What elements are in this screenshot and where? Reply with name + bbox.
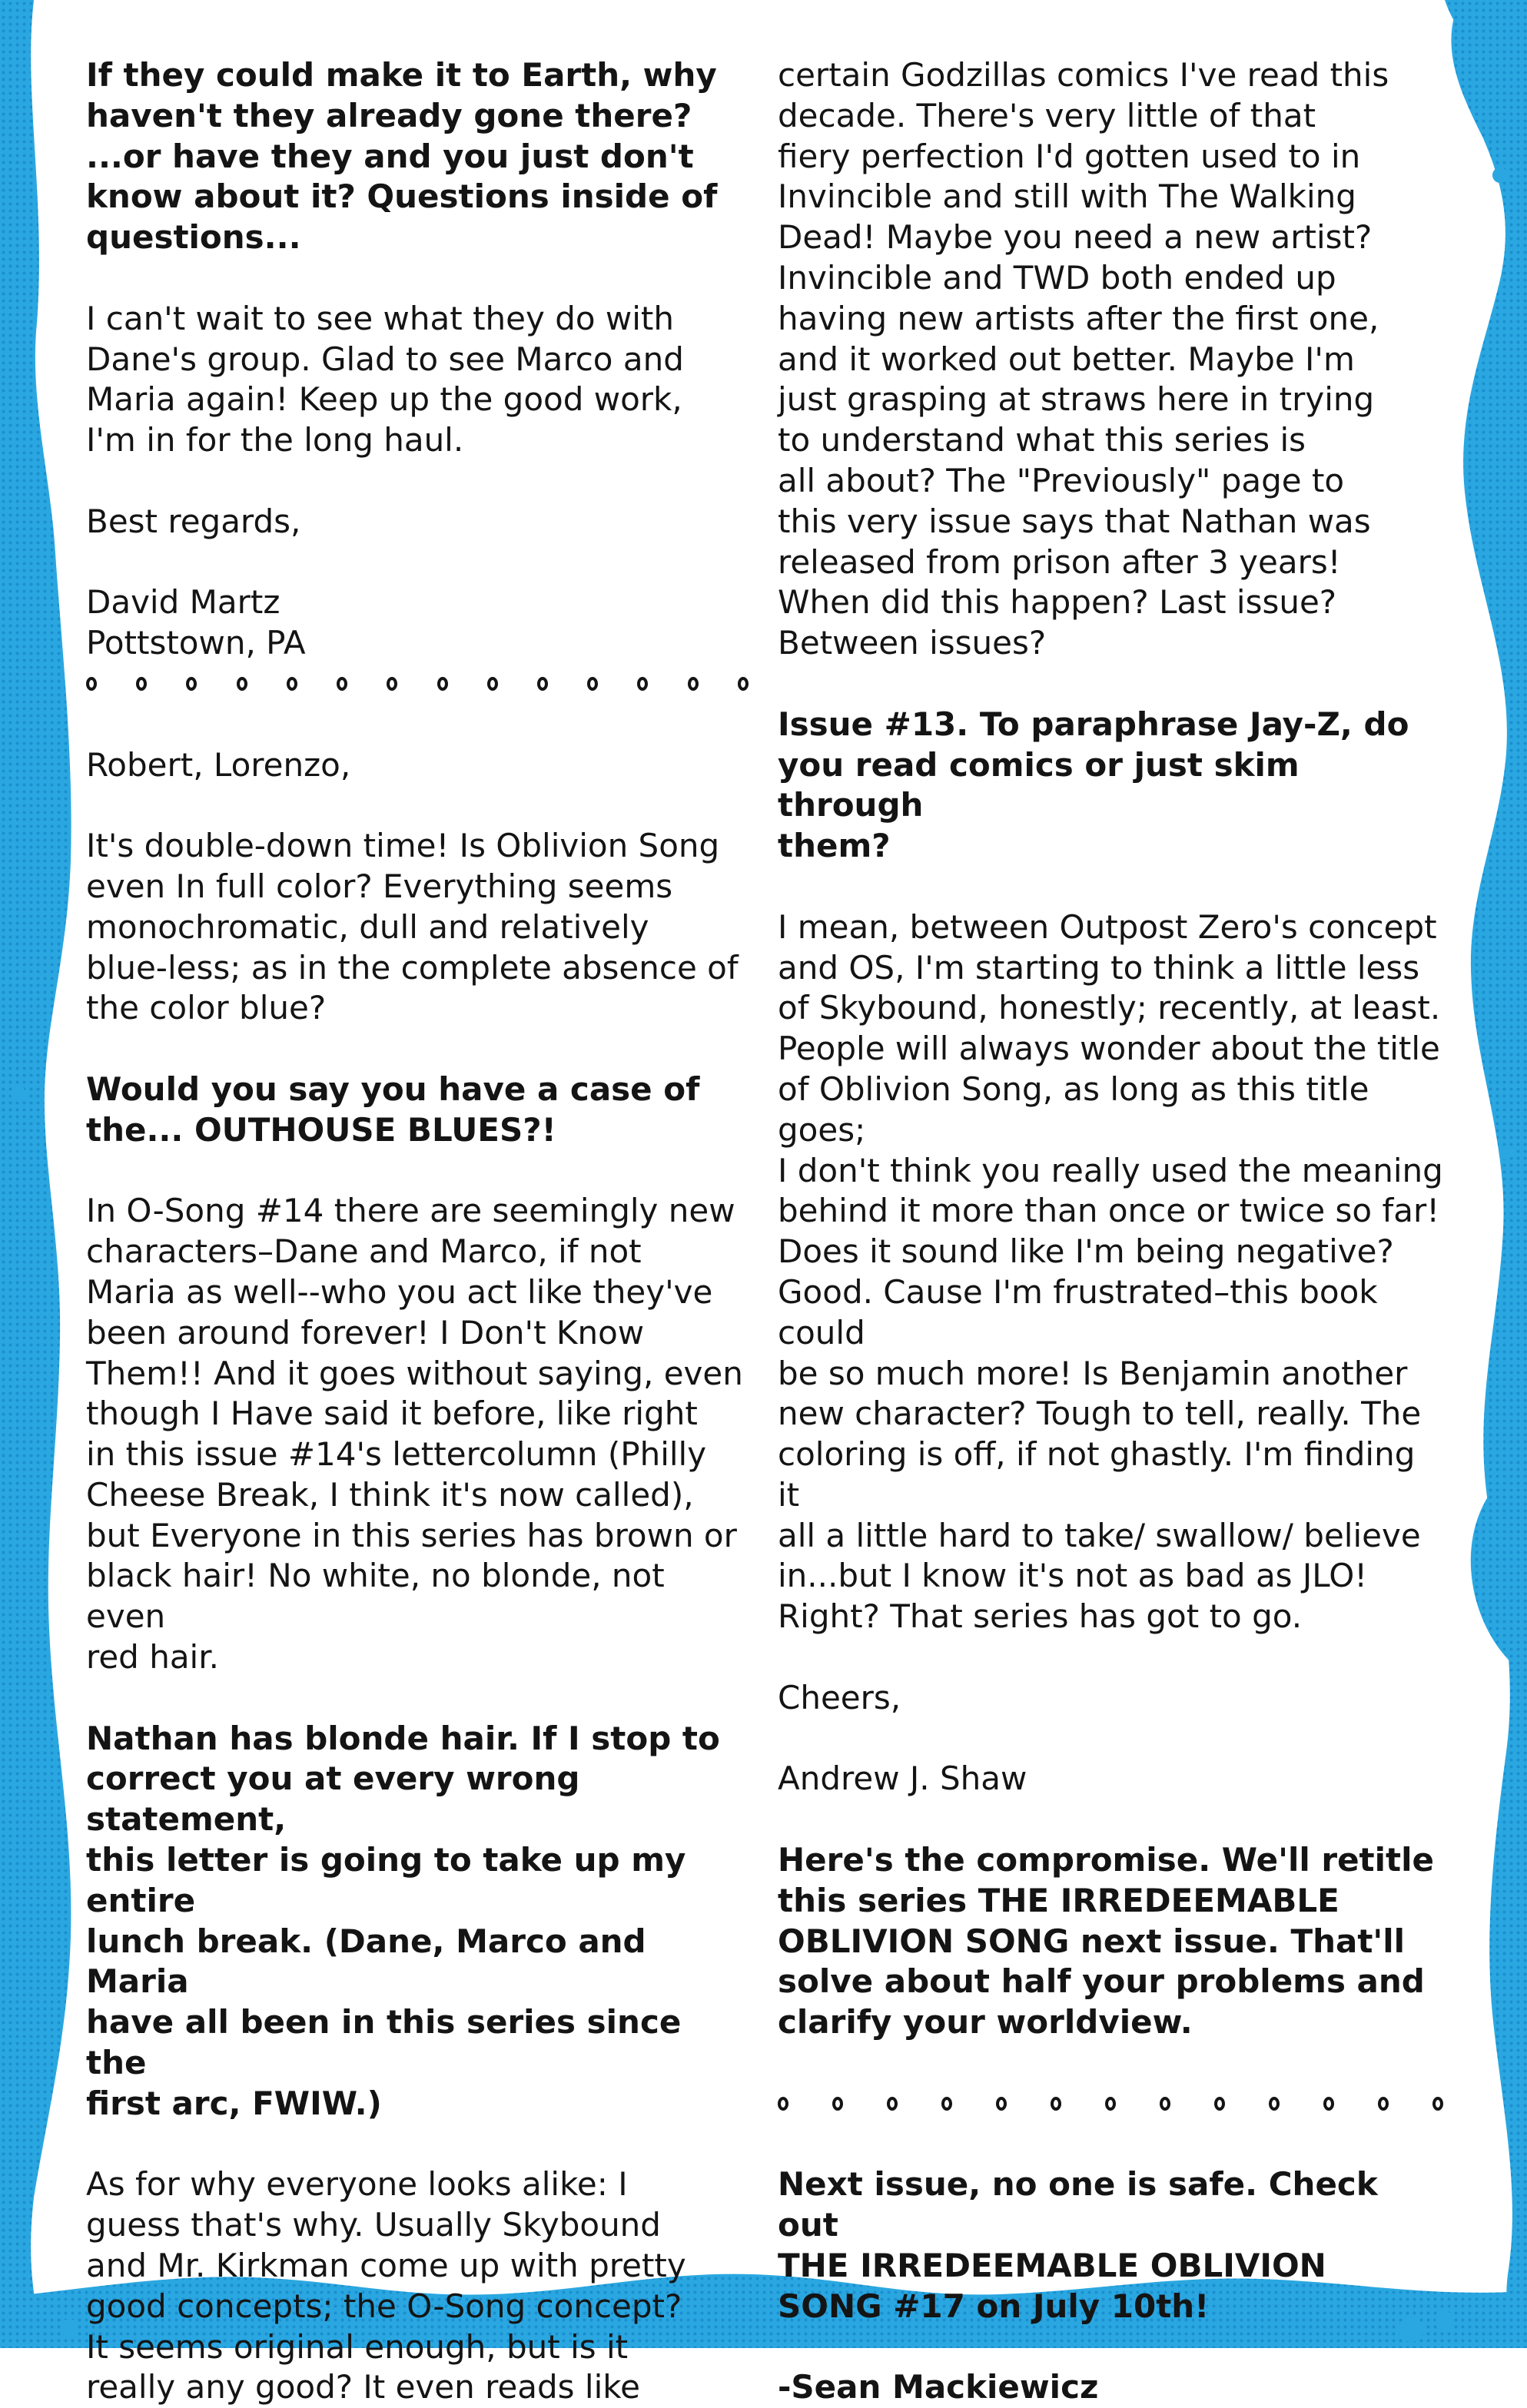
letter-author-name: David Martz bbox=[86, 583, 281, 622]
right-edge-splash bbox=[1451, 0, 1527, 2348]
letter-signature bbox=[86, 582, 752, 664]
next-issue-promo: Next issue, no one is safe. Check out THE IRREDEEMABLE OBLIVION SONG #17 on July 10th! bbox=[778, 2165, 1378, 2325]
letter-paragraph: I can't wait to see what they do with Dane's group. Glad to see Marco and Maria again! Keep up the good work, I'm in for the long haul. bbox=[86, 299, 684, 459]
letter-salutation: Robert, Lorenzo, bbox=[86, 745, 351, 784]
editor-signoff: -Sean Mackiewicz bbox=[778, 2368, 1099, 2406]
splash-droplet bbox=[11, 1086, 26, 1102]
letter-author-location: Pottstown, PA bbox=[86, 624, 306, 662]
letter-divider bbox=[778, 2084, 1446, 2124]
letter-paragraph: certain Godzillas comics I've read this decade. There's very little of that fiery perfection I'd gotten used to in Invincible and still with The Walking Dead! Maybe you need a new artist? Invincible and TWD both ended up having new artists after the first one, and it worked out better. Maybe I'm just grasping at straws here in trying to understand what this series is all about? The "Previously" page to this very issue says that Nathan was released from prison after 3 years! When did this happen? Last issue? Between issues? bbox=[778, 56, 1389, 662]
letters-column-left bbox=[86, 55, 752, 2408]
letter-paragraph: As for why everyone looks alike: I guess that's why. Usually Skybound and Mr. Kirkman come up with pretty good concepts; the O-Song concept? It seems original enough, but is it really any good? It even reads like bbox=[86, 2165, 686, 2406]
splash-droplet bbox=[1492, 167, 1508, 183]
letter-divider bbox=[86, 664, 752, 705]
editor-reply: Would you say you have a case of the... OUTHOUSE BLUES?! bbox=[86, 1070, 700, 1149]
left-edge-splash bbox=[0, 0, 71, 2348]
splash-droplet bbox=[1499, 1146, 1513, 1159]
letter-paragraph: I mean, between Outpost Zero's concept and OS, I'm starting to think a little less of Skybound, honestly; recently, at least. People will always wonder about the title of Oblivion Song, as long as this title goes; I don't think you really used the meaning behind it more than once or twice so far! Does it sound like I'm being negative? Good. Cause I'm frustrated–this book could be so much more! Is Benjamin another new character? Tough to tell, really. The coloring is off, if not ghastly. I'm finding it all a little hard to take/ swallow/ believe in...but I know it's not as bad as JLO! Right? That series has got to go. bbox=[778, 907, 1443, 1636]
splash-droplet bbox=[60, 2319, 78, 2337]
editor-reply: Here's the compromise. We'll retitle this series THE IRREDEEMABLE OBLIVION SONG next issue. That'll solve about half your problems and clarify your worldview. bbox=[778, 1841, 1434, 2041]
letter-paragraph: In O-Song #14 there are seemingly new characters–Dane and Marco, if not Maria as well--who you act like they've been around forever! I Don't Know Them!! And it goes without saying, even though I Have said it before, like right in this issue #14's lettercolumn (Philly Cheese Break, I think it's now called), but Everyone in this series has brown or black hair! No white, no blonde, not even red hair. bbox=[86, 1192, 743, 1677]
editor-reply: Nathan has blonde hair. If I stop to correct you at every wrong statement, this letter is going to take up my entire lunch break. (Dane, Marco and Maria have all been in this series since the first arc, FWIW.) bbox=[86, 1719, 720, 2122]
letter-closing: Cheers, bbox=[778, 1678, 901, 1716]
letter-closing: Best regards, bbox=[86, 502, 301, 540]
editor-reply: Issue #13. To paraphrase Jay-Z, do you read comics or just skim through them? bbox=[778, 705, 1409, 865]
letter-paragraph: It's double-down time! Is Oblivion Song even In full color? Everything seems monochromatic, dull and relatively blue-less; as in the complete absence of the color blue? bbox=[86, 827, 739, 1027]
editor-reply: If they could make it to Earth, why haven't they already gone there? ...or have they and you just don't know about it? Questions inside of questions... bbox=[86, 56, 718, 257]
right-bulge bbox=[1471, 1460, 1527, 1675]
letters-column-right bbox=[778, 55, 1446, 2408]
letter-author-name: Andrew J. Shaw bbox=[778, 1760, 1027, 1798]
